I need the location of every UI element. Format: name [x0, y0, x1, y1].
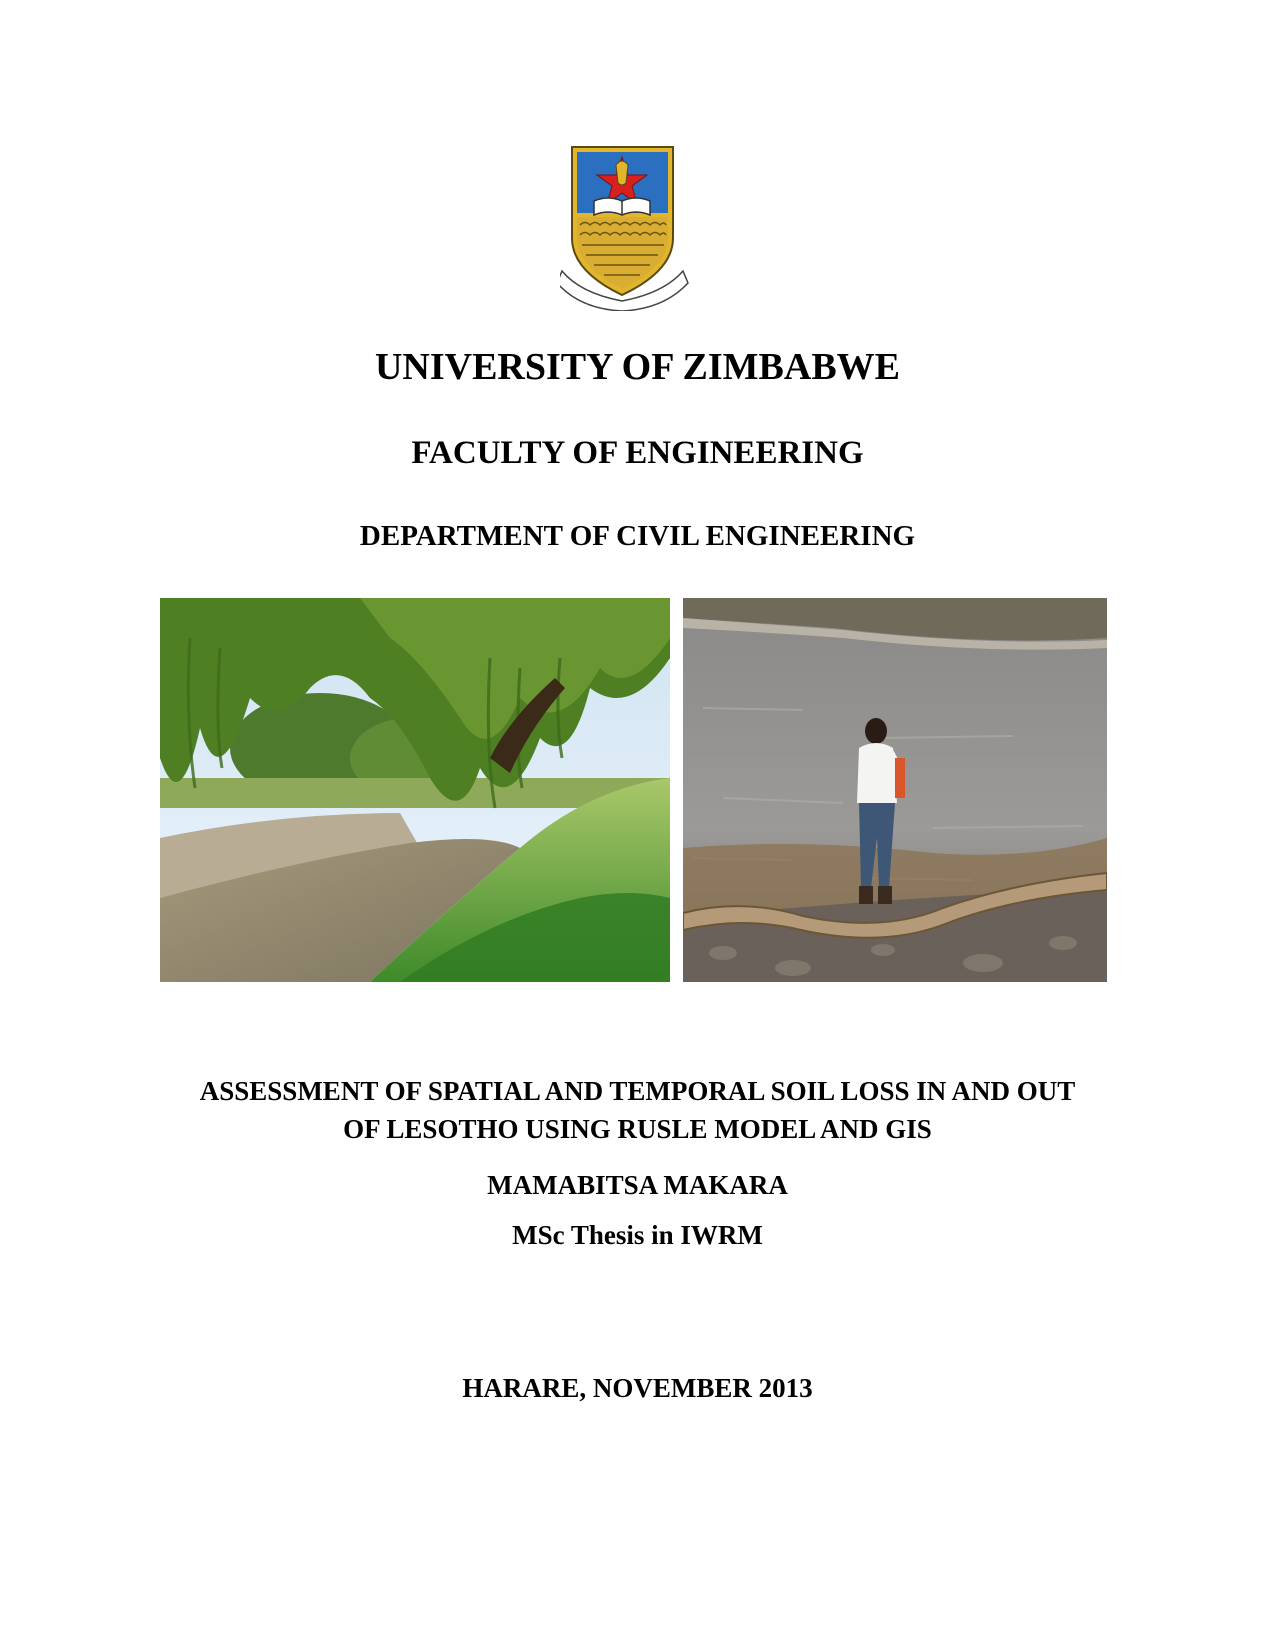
- place-and-date: HARARE, NOVEMBER 2013: [462, 1373, 813, 1403]
- thesis-title-line-2: OF LESOTHO USING RUSLE MODEL AND GIS: [343, 1114, 932, 1144]
- university-name: UNIVERSITY OF ZIMBABWE: [374, 346, 901, 388]
- river-willow-trees-photo: [160, 598, 670, 982]
- river-field-sampling-photo: [683, 598, 1107, 982]
- author-name: MAMABITSA MAKARA: [487, 1170, 788, 1200]
- faculty-name: FACULTY OF ENGINEERING: [411, 435, 864, 471]
- university-crest-logo: [560, 143, 715, 311]
- thesis-title: [0, 1072, 1275, 1148]
- thesis-title-line-1: ASSESSMENT OF SPATIAL AND TEMPORAL SOIL LOSS IN AND OUT: [199, 1076, 1076, 1106]
- department-name: DEPARTMENT OF CIVIL ENGINEERING: [359, 520, 916, 552]
- degree-label: MSc Thesis in IWRM: [512, 1220, 763, 1250]
